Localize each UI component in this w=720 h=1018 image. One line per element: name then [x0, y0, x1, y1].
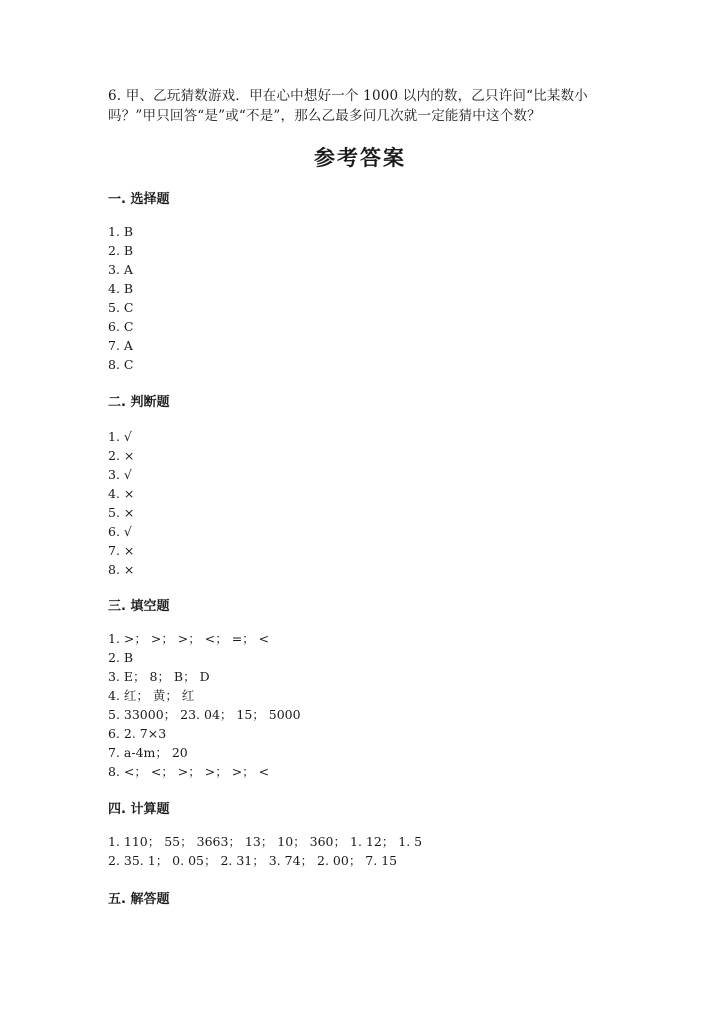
answer-item: 7. a-4m； 20	[108, 745, 188, 760]
section-heading-true-false: 二. 判断题	[108, 395, 170, 410]
answer-item: 4. ×	[108, 486, 135, 501]
question-line: 6. 甲、乙玩猜数游戏．甲在心中想好一个 1000 以内的数，乙只许问“比某数小	[108, 88, 589, 104]
section-heading-choice: 一. 选择题	[108, 192, 170, 207]
answer-item: 2. ×	[108, 448, 135, 463]
question-6	[108, 86, 620, 126]
answer-item: 5. ×	[108, 505, 135, 520]
answer-item: 5. C	[108, 300, 134, 315]
answer-item: 4. B	[108, 281, 134, 296]
answer-item: 3. √	[108, 467, 132, 482]
section-heading-word-problems: 五. 解答题	[108, 892, 170, 907]
answer-item: 8. C	[108, 357, 134, 372]
answer-item: 1. √	[108, 429, 132, 444]
answer-item: 2. B	[108, 650, 134, 665]
answer-item: 2. 35. 1； 0. 05； 2. 31； 3. 74； 2. 00； 7. 15	[108, 853, 398, 868]
answer-key-title: 参考答案	[314, 146, 406, 170]
answer-item: 3. A	[108, 262, 133, 277]
answer-list-true-false	[108, 427, 134, 579]
answer-list-fill-blank	[108, 629, 301, 781]
answer-item: 1. >； >； >； <； =； <	[108, 631, 270, 646]
answer-item: 6. 2. 7×3	[108, 726, 167, 741]
answer-item: 2. B	[108, 243, 134, 258]
answer-item: 5. 33000； 23. 04； 15； 5000	[108, 707, 301, 722]
answer-list-choice	[108, 222, 133, 374]
answer-item: 1. B	[108, 224, 134, 239]
answer-item: 7. A	[108, 338, 133, 353]
answer-item: 7. ×	[108, 543, 135, 558]
answer-item: 6. C	[108, 319, 134, 334]
answer-item: 8. <； <； >； >； >； <	[108, 764, 270, 779]
answer-item: 6. √	[108, 524, 132, 539]
answer-item: 3. E； 8； B； D	[108, 669, 210, 684]
answer-item: 4. 红； 黄； 红	[108, 688, 195, 703]
question-line: 吗？”甲只回答“是”或“不是”，那么乙最多问几次就一定能猜中这个数？	[108, 108, 541, 124]
section-heading-fill-blank: 三. 填空题	[108, 599, 170, 614]
answer-list-calculation	[108, 832, 422, 870]
answer-item: 1. 110； 55； 3663； 13； 10； 360； 1. 12； 1. 5	[108, 834, 423, 849]
section-heading-calculation: 四. 计算题	[108, 802, 170, 817]
answer-item: 8. ×	[108, 562, 135, 577]
